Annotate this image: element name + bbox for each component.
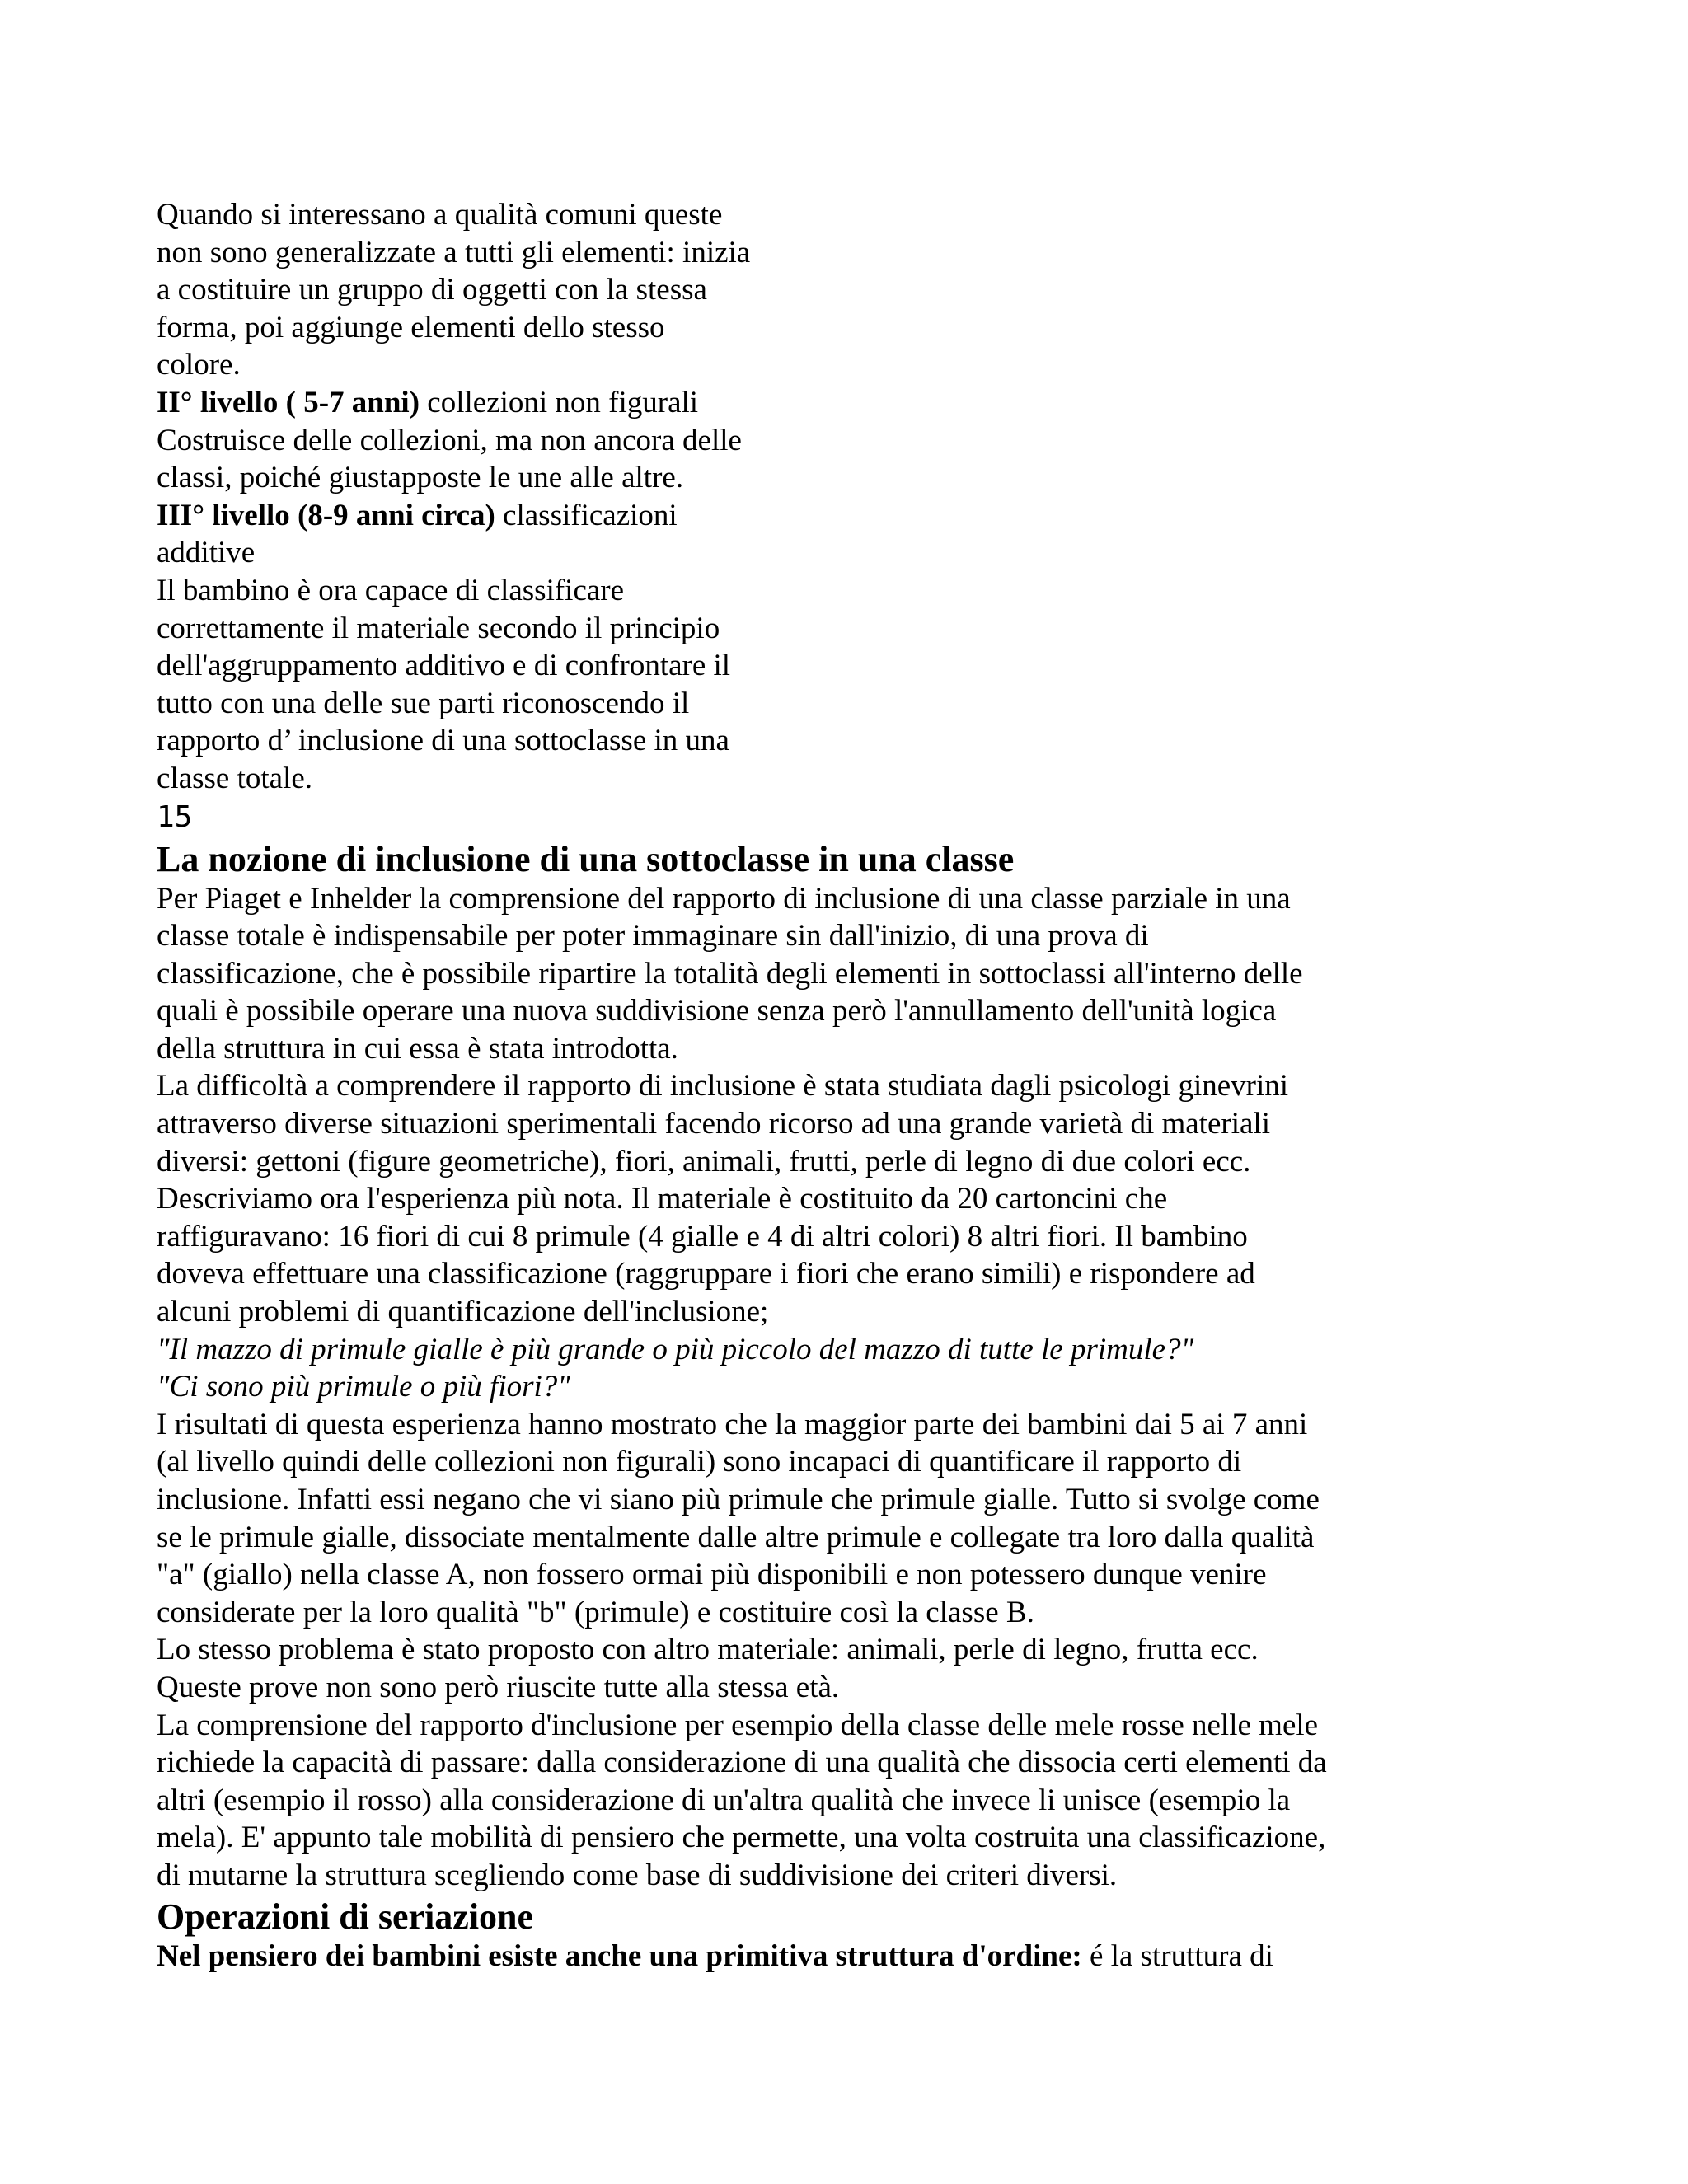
- text-line: classe totale è indispensabile per poter immaginare sin dall'inizio, di una prova di: [157, 919, 1149, 954]
- text-line: Per Piaget e Inhelder la comprensione del rapporto di inclusione di una classe parziale in una: [157, 881, 1291, 916]
- level-3-label: III° livello (8-9 anni circa): [157, 498, 495, 532]
- text-line: alcuni problemi di quantificazione dell'inclusione;: [157, 1295, 769, 1329]
- text-line: I risultati di questa esperienza hanno mostrato che la maggior parte dei bambini dai 5 ai 7 anni: [157, 1407, 1308, 1441]
- page-number: 15: [157, 799, 193, 834]
- text-line: colore.: [157, 348, 241, 382]
- level-2-title: collezioni non figurali: [420, 385, 699, 419]
- text-line: La difficoltà a comprendere il rapporto di inclusione è stata studiata dagli psicologi ginevrini: [157, 1069, 1289, 1104]
- text-line: rapporto d’ inclusione di una sottoclasse in una: [157, 724, 729, 758]
- seriazione-rest: é la struttura di: [1081, 1938, 1273, 1973]
- text-line: classi, poiché giustapposte le une alle altre.: [157, 461, 684, 495]
- text-line: quali è possibile operare una nuova suddivisione senza però l'annullamento dell'unità logica: [157, 994, 1277, 1029]
- level-3-title: classificazioni: [495, 498, 678, 532]
- text-line: non sono generalizzate a tutti gli elementi: inizia: [157, 235, 751, 269]
- text-line: (al livello quindi delle collezioni non figurali) sono incapaci di quantificare il rapporto di: [157, 1445, 1242, 1479]
- text-line: della struttura in cui essa è stata introdotta.: [157, 1031, 678, 1066]
- question-line: "Ci sono più primule o più fiori?": [157, 1370, 570, 1404]
- text-line: Queste prove non sono però riuscite tutte alla stessa età.: [157, 1670, 840, 1704]
- text-line: La comprensione del rapporto d'inclusione per esempio della classe delle mele rosse nelle mele: [157, 1708, 1319, 1742]
- text-line: Descriviamo ora l'esperienza più nota. Il materiale è costituito da 20 cartoncini che: [157, 1182, 1168, 1216]
- level-3-heading-line: [157, 497, 1492, 535]
- text-line: di mutarne la struttura scegliendo come base di suddivisione dei criteri diversi.: [157, 1858, 1118, 1892]
- text-line: Costruisce delle collezioni, ma non ancora delle: [157, 423, 742, 457]
- text-line: richiede la capacità di passare: dalla considerazione di una qualità che dissocia certi elementi da: [157, 1746, 1327, 1780]
- intro-paragraph: [157, 196, 1492, 798]
- text-line: raffiguravano: 16 fiori di cui 8 primule (4 gialle e 4 di altri colori) 8 altri fiori. Il bambino: [157, 1219, 1248, 1254]
- section-inclusione-body: [157, 880, 1492, 1895]
- text-line: "a" (giallo) nella classe A, non fossero ormai più disponibili e non potessero dunque venire: [157, 1558, 1267, 1592]
- text-line: forma, poi aggiunge elementi dello stesso: [157, 310, 665, 344]
- text-line: Lo stesso problema è stato proposto con altro materiale: animali, perle di legno, frutta ecc.: [157, 1633, 1259, 1667]
- seriazione-bold-lead: Nel pensiero dei bambini esiste anche una primitiva struttura d'ordine:: [157, 1938, 1082, 1973]
- text-line: mela). E' appunto tale mobilità di pensiero che permette, una volta costruita una classificazione,: [157, 1821, 1326, 1855]
- text-line: considerate per la loro qualità "b" (primule) e costituire così la classe B.: [157, 1595, 1034, 1629]
- text-line: tutto con una delle sue parti riconoscendo il: [157, 686, 690, 720]
- text-line: correttamente il materiale secondo il principio: [157, 611, 720, 645]
- text-line: altri (esempio il rosso) alla considerazione di un'altra qualità che invece li unisce (esempio la: [157, 1783, 1291, 1817]
- text-line: se le primule gialle, dissociate mentalmente dalle altre primule e collegate tra loro dalla qualità: [157, 1520, 1315, 1554]
- text-line: inclusione. Infatti essi negano che vi siano più primule che primule gialle. Tutto si svolge come: [157, 1483, 1320, 1516]
- section-heading-inclusione: La nozione di inclusione di una sottoclasse in una classe: [157, 838, 1015, 879]
- text-line: classe totale.: [157, 761, 313, 795]
- text-line: doveva effettuare una classificazione (raggruppare i fiori che erano simili) e rispondere ad: [157, 1257, 1255, 1291]
- text-line: Il bambino è ora capace di classificare: [157, 573, 625, 607]
- question-line: "Il mazzo di primule gialle è più grande o più piccolo del mazzo di tutte le primule?": [157, 1332, 1194, 1366]
- text-line: a costituire un gruppo di oggetti con la stessa: [157, 273, 707, 307]
- text-line: attraverso diverse situazioni sperimentali facendo ricorso ad una grande varietà di materiali: [157, 1107, 1270, 1141]
- section-heading-seriazione: Operazioni di seriazione: [157, 1896, 534, 1937]
- text-line: additive: [157, 536, 256, 570]
- document-body: [157, 196, 1492, 1975]
- text-line: classificazione, che è possibile ripartire la totalità degli elementi in sottoclassi all'interno delle: [157, 956, 1303, 991]
- text-line: dell'aggruppamento additivo e di confrontare il: [157, 649, 731, 683]
- level-2-label: II° livello ( 5-7 anni): [157, 385, 420, 419]
- text-line: Quando si interessano a qualità comuni queste: [157, 198, 723, 232]
- text-line: diversi: gettoni (figure geometriche), fiori, animali, frutti, perle di legno di due colori ecc.: [157, 1144, 1251, 1179]
- level-2-heading-line: [157, 384, 1492, 422]
- seriazione-first-line: [157, 1938, 1492, 1975]
